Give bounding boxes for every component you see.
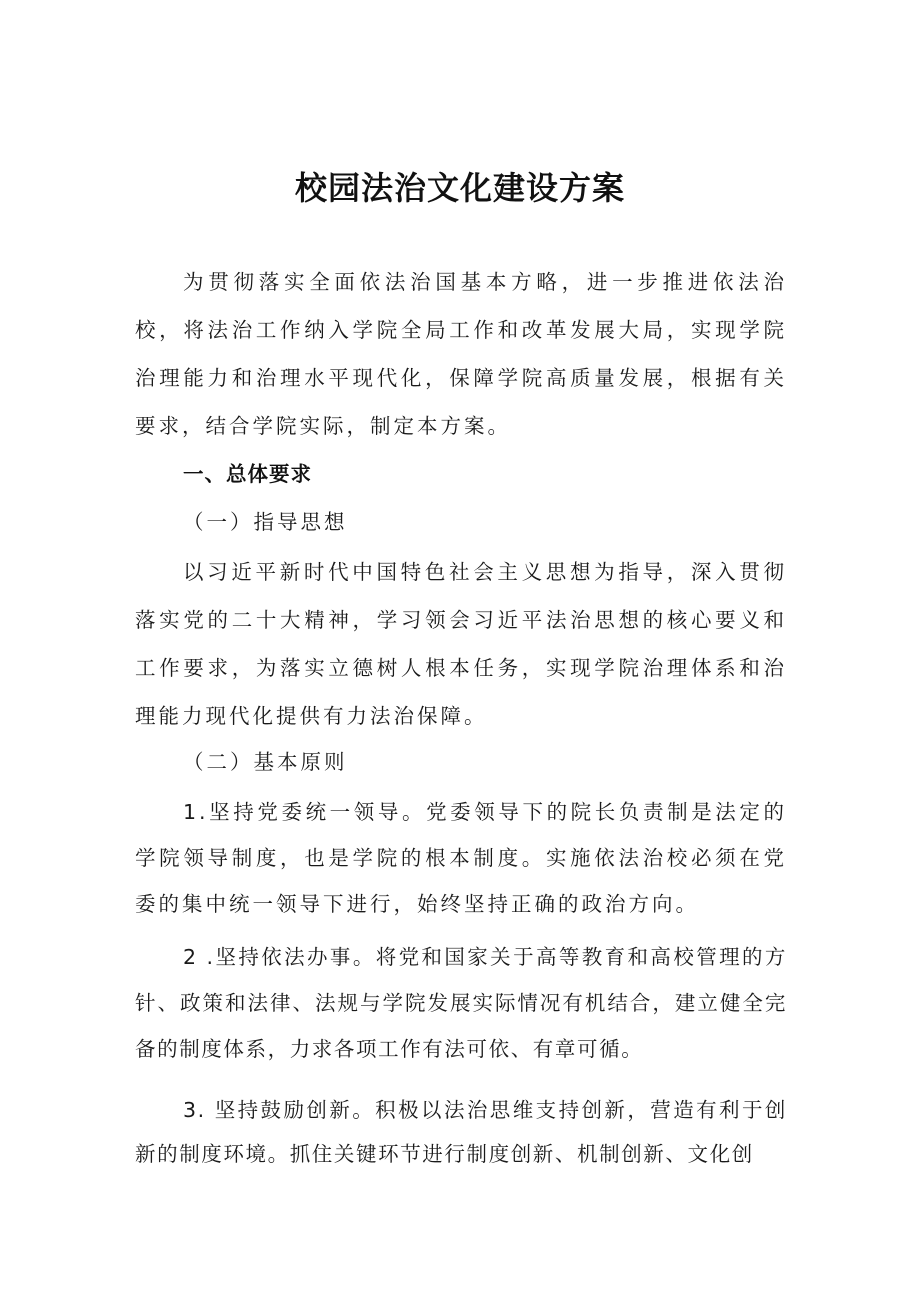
intro-paragraph: 为贯彻落实全面依法治国基本方略，进一步推进依法治校，将法治工作纳入学院全局工作和改革发展大局，实现学院治理能力和治理水平现代化，保障学院高质量发展，根据有关要求，结合学院实际，制定本方案。 [135, 270, 787, 438]
subsection-heading-basic-principles: （二）基本原则 [183, 750, 348, 774]
section-heading-general-requirements: 一、总体要求 [183, 462, 312, 486]
principle-item-3: 3. 坚持鼓励创新。积极以法治思维支持创新，营造有利于创新的制度环境。抓住关键环节进行制度创新、机制创新、文化创 [135, 1098, 787, 1166]
principle-item-2: 2 .坚持依法办事。将党和国家关于高等教育和高校管理的方针、政策和法律、法规与学院发展实际情况有机结合，建立健全完备的制度体系，力求各项工作有法可依、有章可循。 [135, 945, 787, 1061]
subsection-heading-guiding-ideology: （一）指导思想 [183, 510, 348, 534]
document-title: 校园法治文化建设方案 [294, 169, 625, 207]
principle-item-1: 1.坚持党委统一领导。党委领导下的院长负责制是法定的学院领导制度，也是学院的根本制度。实施依法治校必须在党委的集中统一领导下进行，始终坚持正确的政治方向。 [135, 800, 787, 916]
guiding-ideology-paragraph: 以习近平新时代中国特色社会主义思想为指导，深入贯彻落实党的二十大精神，学习领会习近平法治思想的核心要义和工作要求，为落实立德树人根本任务，实现学院治理体系和治理能力现代化提供有力法治保障。 [135, 560, 787, 728]
